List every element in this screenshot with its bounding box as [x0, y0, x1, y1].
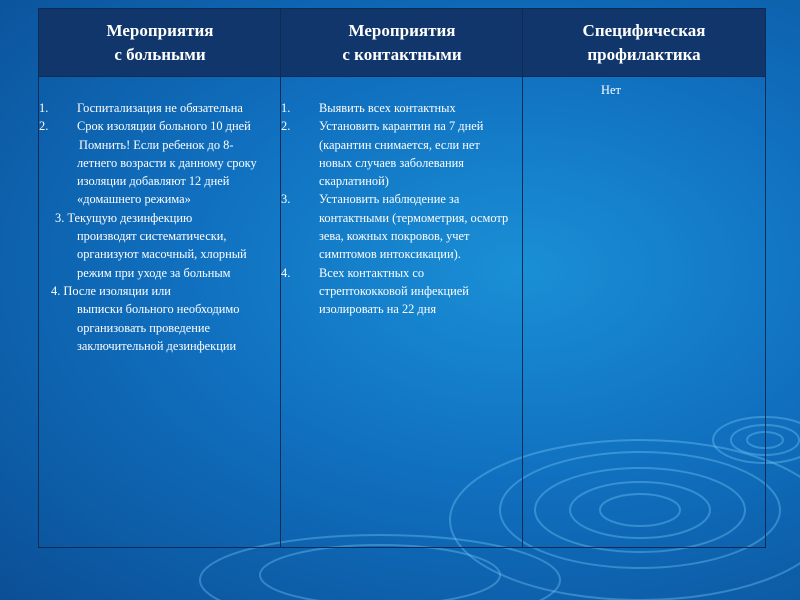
list-item: 2. Установить карантин на 7 дней (карантин снимается, если нет новых случаев заболевания скарлатиной)	[281, 119, 484, 189]
header-contacts: Мероприятия с контактными	[342, 20, 462, 64]
list-item: 3. Текущую дезинфекцию производят систематически, организуют масочный, хлорный режим при уходе за больным	[55, 210, 247, 280]
info-table	[38, 8, 766, 548]
list-item: 4. После изоляции или выписки больного необходимо организовать проведение заключительной дезинфекции	[51, 283, 240, 353]
prophylaxis-value: Нет	[601, 83, 621, 97]
list-item: 2. Срок изоляции больного 10 дней	[39, 119, 251, 134]
list-item: 1. Выявить всех контактных	[281, 101, 456, 115]
list-item: 4. Всех контактных со стрептококковой инфекцией изолировать на 22 дня	[281, 265, 469, 317]
contacts-measures-cell	[281, 99, 511, 319]
prophylaxis-cell	[523, 81, 765, 99]
header-prophylaxis: Специфическая профилактика	[582, 20, 706, 64]
list-item: 3. Установить наблюдение за контактными (термометрия, осмотр зева, кожных покровов, учет симптомов интоксикации).	[281, 192, 509, 262]
header-divider	[39, 76, 765, 77]
patients-measures-cell	[39, 99, 271, 355]
header-patients: Мероприятия с больными	[106, 20, 214, 64]
reminder-note: Помнить! Если ребенок до 8-летнего возрасти к данному сроку изоляции добавляют 12 дней «домашнего режима»	[77, 137, 257, 207]
list-item: 1. Госпитализация не обязательна	[39, 101, 243, 115]
